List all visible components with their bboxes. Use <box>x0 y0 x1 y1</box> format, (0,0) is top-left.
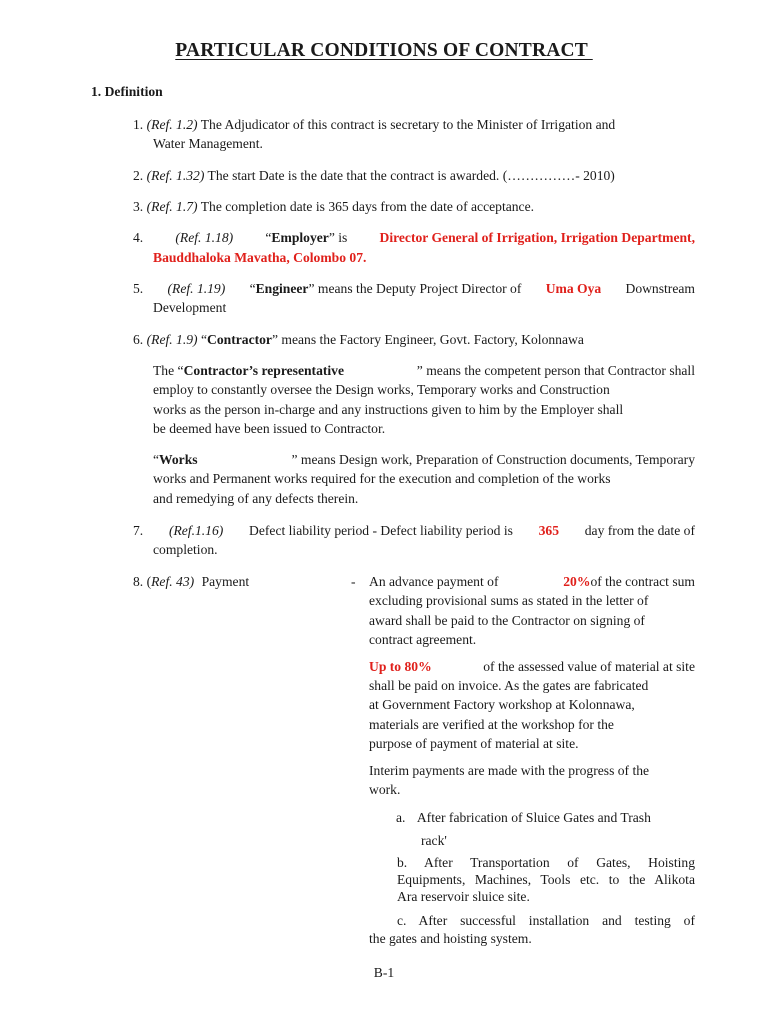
list-item-7 <box>133 521 695 540</box>
paragraph-line: contract agreement. <box>369 632 477 648</box>
employer-address: Bauddhaloka Mavatha, Colombo 07. <box>153 250 367 265</box>
item-number: 2. <box>133 168 144 183</box>
paragraph-line: award shall be paid to the Contractor on signing of <box>369 612 645 628</box>
sub-item-b <box>397 855 695 905</box>
item-text: Downstream <box>625 281 695 296</box>
sub-item-label: a. <box>396 810 406 825</box>
paragraph-line: works and Permanent works required for the execution and completion of the works <box>153 471 611 487</box>
list-item-7-line2: completion. <box>153 542 218 557</box>
item-term: “Employer” is <box>265 230 348 245</box>
item-number: 5. <box>133 281 144 296</box>
contractor-representative-paragraph <box>153 361 695 439</box>
paragraph-line: at Government Factory workshop at Kolonnawa, <box>369 697 635 713</box>
paragraph-line: Interim payments are made with the progress of the <box>369 762 650 778</box>
employer-name: Director General of Irrigation, Irrigation Department, <box>379 230 695 245</box>
item-text: Defect liability period - Defect liability period is <box>249 523 513 538</box>
works-paragraph <box>153 450 695 508</box>
sub-item-line: the gates and hoisting system. <box>369 930 532 946</box>
list-item-3 <box>133 197 534 216</box>
item-ref: (Ref. 1.18) <box>175 230 234 245</box>
sub-item-line: Equipments, Machines, Tools etc. to the Alikota <box>397 871 695 887</box>
list-item-5 <box>133 279 695 298</box>
paragraph-line: excluding provisional sums as stated in the letter of <box>369 593 649 609</box>
item-term: “Contractor” means the Factory Engineer, Govt. Factory, Kolonnawa <box>200 332 584 347</box>
item-ref: (Ref. 1.32) <box>146 168 205 183</box>
item-ref: (Ref.1.16) <box>168 523 224 538</box>
item-number: 8. ( <box>133 574 152 589</box>
sub-item-text: After fabrication of Sluice Gates and Trash <box>416 810 651 825</box>
paragraph-line: “Works ” means Design work, Preparation of Construction documents, Temporary <box>153 452 695 467</box>
paragraph-line: purpose of payment of material at site. <box>369 736 579 752</box>
section-heading: 1. Definition <box>91 84 163 99</box>
item-number: 7. <box>133 523 144 538</box>
project-name: Uma Oya <box>545 281 602 296</box>
list-item-5-line2: Development <box>153 300 227 315</box>
list-item-1 <box>133 115 695 134</box>
item-text: The Adjudicator of this contract is secretary to the Minister of Irrigation and <box>200 117 616 132</box>
page-title: PARTICULAR CONDITIONS OF CONTRACT <box>175 40 593 61</box>
item-text: The completion date is 365 days from the date of acceptance. <box>200 199 535 214</box>
sub-item-a <box>396 806 651 830</box>
paragraph-line: employ to constantly oversee the Design works, Temporary works and Construction <box>153 382 610 398</box>
item-label: Payment <box>201 574 250 589</box>
paragraph-line: be deemed have been issued to Contractor. <box>153 421 386 437</box>
advance-percent: 20% <box>563 574 591 589</box>
sub-item-line: b. After Transportation of Gates, Hoisting <box>397 855 695 870</box>
paragraph-line: work. <box>369 782 401 798</box>
item-term: “Engineer” means the Deputy Project Director of <box>249 281 522 296</box>
item-ref: Ref. 43) <box>151 574 195 589</box>
paragraph-line: shall be paid on invoice. As the gates are fabricated <box>369 678 649 694</box>
payment-details <box>369 572 695 799</box>
sub-item-line: c. After successful installation and testing of <box>397 913 695 928</box>
paragraph-line: The “Contractor’s representative ” means the competent person that Contractor shall <box>153 363 695 378</box>
list-item-6 <box>133 330 584 349</box>
page-number: B-1 <box>373 965 395 980</box>
item-text: The start Date is the date that the contract is awarded. (……………- 2010) <box>207 168 615 183</box>
item-dash: - <box>351 574 356 589</box>
list-item-8 <box>133 572 249 591</box>
sub-item-c <box>369 912 695 947</box>
item-ref: (Ref. 1.2) <box>146 117 198 132</box>
sub-item-a-line2: rack' <box>421 833 447 848</box>
paragraph-line: An advance payment of 20%of the contract sum <box>369 574 695 589</box>
paragraph-line: and remedying of any defects therein. <box>153 490 359 506</box>
item-text: day from the date of <box>584 523 695 538</box>
item-ref: (Ref. 1.7) <box>146 199 198 214</box>
list-item-1-line2: Water Management. <box>153 136 263 151</box>
paragraph-line: Up to 80% of the assessed value of material at site <box>369 657 695 676</box>
paragraph-line: materials are verified at the workshop for the <box>369 716 614 732</box>
item-ref: (Ref. 1.9) <box>146 332 198 347</box>
defect-days: 365 <box>538 523 560 538</box>
item-number: 4. <box>133 230 144 245</box>
paragraph-line: works as the person in-charge and any instructions given to him by the Employer shall <box>153 401 624 417</box>
list-item-2 <box>133 166 615 185</box>
sub-item-line: Ara reservoir sluice site. <box>397 888 530 904</box>
list-item-4 <box>133 228 695 247</box>
item-number: 1. <box>133 117 144 132</box>
item-ref: (Ref. 1.19) <box>167 281 226 296</box>
item-number: 3. <box>133 199 144 214</box>
material-percent: Up to 80% <box>369 658 432 674</box>
item-number: 6. <box>133 332 144 347</box>
